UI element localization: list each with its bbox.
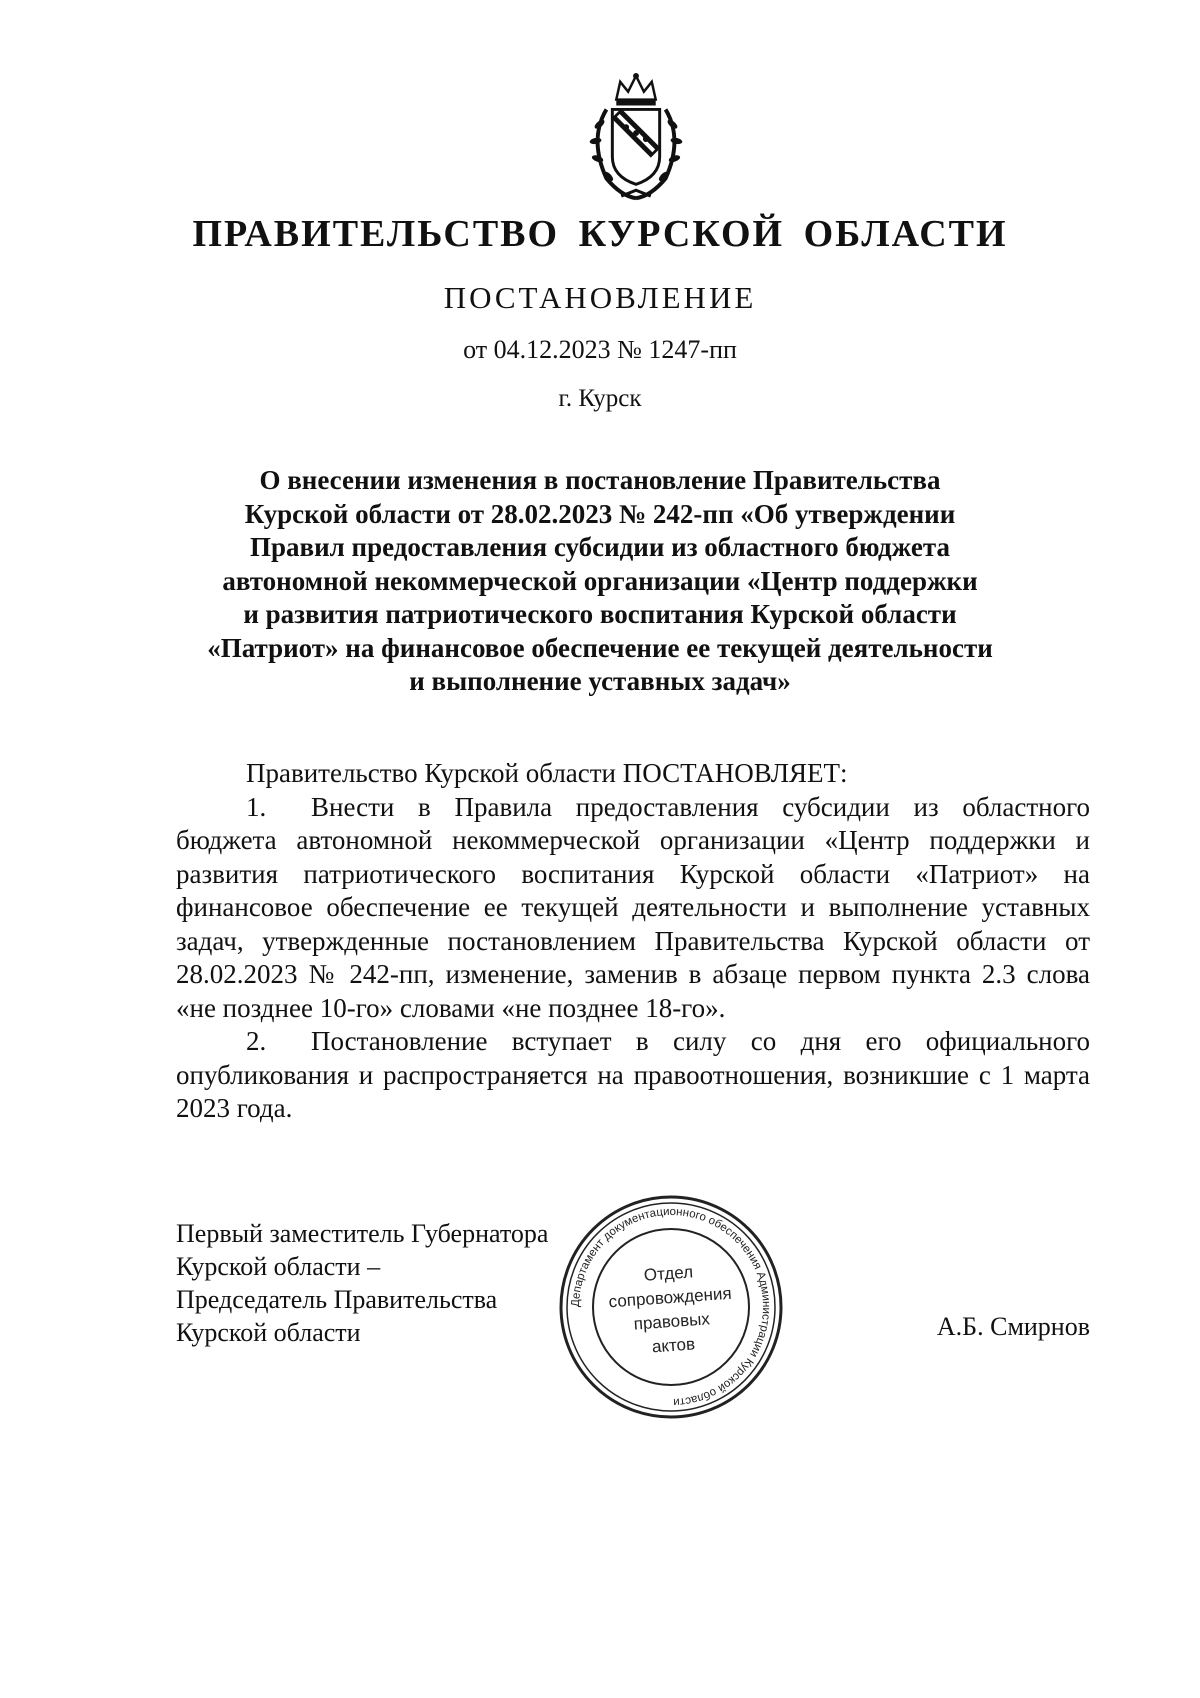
resolution-item bbox=[176, 1025, 1090, 1126]
signatory-name: А.Б. Смирнов bbox=[936, 1312, 1090, 1341]
position-line: Курской области – bbox=[176, 1252, 381, 1281]
resolution-item bbox=[176, 791, 1090, 1026]
stamp-line: Отдел bbox=[643, 1262, 694, 1285]
organization-title: ПРАВИТЕЛЬСТВО КУРСКОЙ ОБЛАСТИ bbox=[192, 213, 1008, 255]
resolution-intro: Правительство Курской области ПОСТАНОВЛЯЕТ: bbox=[246, 758, 848, 788]
document-city: г. Курск bbox=[558, 385, 642, 412]
document-subject bbox=[150, 464, 1050, 699]
subject-line: О внесении изменения в постановление Правительства bbox=[259, 465, 941, 495]
stamp-line: сопровождения bbox=[608, 1283, 733, 1312]
item-text: Постановление вступает в силу со дня его официального опубликования и распространяется на правоотношения, возникшие с 1 марта 2023 года. bbox=[176, 1026, 1090, 1123]
position-line: Председатель Правительства bbox=[176, 1285, 498, 1314]
stamp-line: актов bbox=[651, 1334, 696, 1357]
item-number: 2. bbox=[246, 1026, 267, 1056]
subject-line: Правил предоставления субсидии из областного бюджета bbox=[250, 532, 950, 562]
position-line: Первый заместитель Губернатора bbox=[176, 1219, 549, 1248]
signatory-position bbox=[176, 1217, 596, 1349]
stamp-ring-text: Департамент документационного обеспечения Администрации Курской области bbox=[569, 1205, 773, 1409]
item-text: Внести в Правила предоставления субсидии из областного бюджета автономной некоммерческой организации «Центр поддержки и развития патриотического воспитания Курской области «Патриот» на финансовое обеспечение ее текущей деятельности и выполнение уставных задач, утвержденные постановлением Правительства Курской области от 28.02.2023 № 242-пп, изменение, заменив в абзаце первом пункта 2.3 слова «не позднее 10-го» словами «не позднее 18-го». bbox=[176, 791, 1090, 1023]
subject-line: автономной некоммерческой организации «Центр поддержки bbox=[222, 565, 978, 596]
document-body bbox=[176, 757, 1090, 1126]
subject-line: Курской области от 28.02.2023 № 242-пп «Об утверждении bbox=[244, 498, 956, 529]
document-number: от 04.12.2023 № 1247-пп bbox=[463, 335, 737, 364]
item-number: 1. bbox=[246, 791, 267, 822]
subject-line: и развития патриотического воспитания Курской области bbox=[243, 599, 957, 629]
stamp-line: правовых bbox=[633, 1309, 711, 1334]
coat-of-arms-icon bbox=[567, 70, 705, 208]
subject-line: «Патриот» на финансовое обеспечение ее текущей деятельности bbox=[207, 632, 993, 663]
stamp-center-text bbox=[553, 1254, 789, 1366]
position-line: Курской области bbox=[176, 1318, 361, 1347]
document-type: ПОСТАНОВЛЕНИЕ bbox=[443, 280, 757, 315]
subject-line: и выполнение уставных задач» bbox=[409, 666, 791, 696]
